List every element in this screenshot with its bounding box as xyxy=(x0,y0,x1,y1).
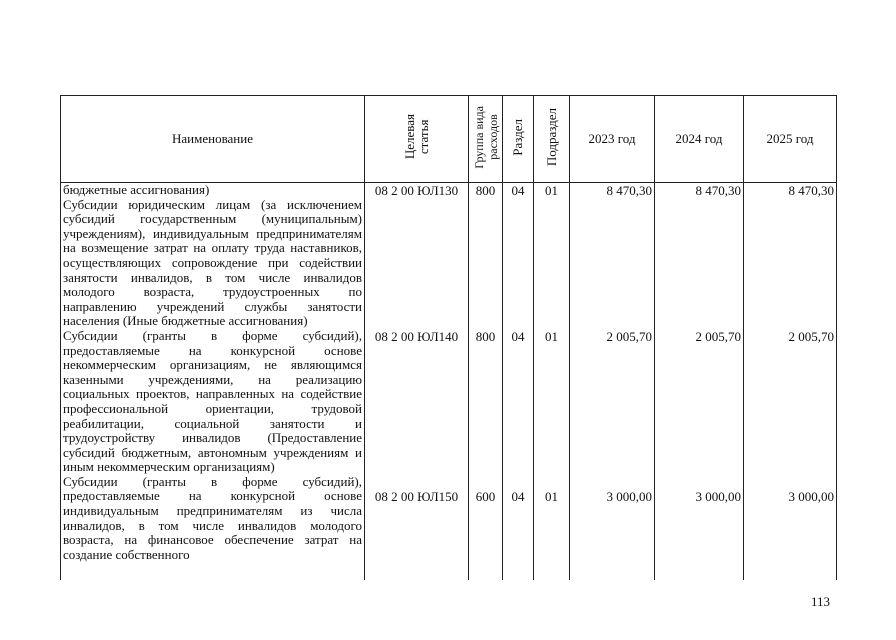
name-paragraph: Субсидии юридическим лицам (за исключением субсидий государственным (муниципальным) учреждениям), индивидуальным предпринимателям на возмещение затрат на оплату труда наставников, осуществляющих сопровождение при содействии занятости инвалидов, в том числе инвалидов молодого возраста, трудоустроенных по направлению учреждений службы занятости населения (Иные бюджетные ассигнования) xyxy=(63,196,362,329)
header-expense-group-label: Группа вида расходов xyxy=(471,105,500,169)
header-section xyxy=(503,96,534,183)
name-paragraph: Субсидии (гранты в форме субсидий), предоставляемые на конкурсной основе индивидуальным предпринимателям из числа инвалидов, в том числе инвалидов молодого возраста, на финансовое обеспечение затрат на создание собственного xyxy=(63,473,362,562)
row-3-group: 600 xyxy=(475,489,496,504)
header-year-2025: 2025 год xyxy=(744,96,837,183)
budget-table xyxy=(60,95,837,580)
row-3-year-2024: 3 000,00 xyxy=(695,489,741,504)
row-3-subsection: 01 xyxy=(545,489,558,504)
table-body-row xyxy=(61,183,837,580)
row-3-year-2025: 3 000,00 xyxy=(788,489,834,504)
row-1-year-2025: 8 470,30 xyxy=(788,183,834,198)
year-2024-column xyxy=(655,183,744,580)
row-1-target: 08 2 00 ЮЛ130 xyxy=(374,183,459,198)
header-name: Наименование xyxy=(61,96,365,183)
row-2-target: 08 2 00 ЮЛ140 xyxy=(374,329,459,344)
row-2-section: 04 xyxy=(511,329,525,344)
header-year-2024: 2024 год xyxy=(655,96,744,183)
page-number: 113 xyxy=(811,594,831,609)
row-2-group: 800 xyxy=(475,329,496,344)
year-2023-column xyxy=(570,183,655,580)
row-3-target: 08 2 00 ЮЛ150 xyxy=(374,489,459,504)
name-column xyxy=(61,183,365,580)
header-subsection xyxy=(534,96,570,183)
row-1-year-2023: 8 470,30 xyxy=(606,183,652,198)
header-subsection-label: Подраздел xyxy=(543,107,559,167)
table-header-row xyxy=(61,96,837,183)
header-expense-group xyxy=(469,96,503,183)
row-3-year-2023: 3 000,00 xyxy=(606,489,652,504)
group-column xyxy=(469,183,503,580)
row-2-year-2024: 2 005,70 xyxy=(695,329,741,344)
row-1-subsection: 01 xyxy=(545,183,558,198)
row-1-group: 800 xyxy=(475,183,496,198)
name-paragraph: бюджетные ассигнования) xyxy=(63,182,210,197)
row-2-year-2025: 2 005,70 xyxy=(788,329,834,344)
row-2-subsection: 01 xyxy=(545,329,558,344)
row-2-year-2023: 2 005,70 xyxy=(606,329,652,344)
name-paragraph: Субсидии (гранты в форме субсидий), предоставляемые на конкурсной основе некоммерческим организациям, не являющимся казенными учреждениями, на реализацию социальных проектов, направленных на содействие профессиональной ориентации, трудовой реабилитации, социальной занятости и трудоустройству инвалидов (Предоставление субсидий бюджетным, автономным учреждениям и иным некоммерческим организациям) xyxy=(63,327,362,475)
header-section-label: Раздел xyxy=(510,118,525,156)
section-column xyxy=(503,183,534,580)
subsection-column xyxy=(534,183,570,580)
header-target-label: Целевая статья xyxy=(401,114,431,160)
header-year-2023: 2023 год xyxy=(570,96,655,183)
header-target xyxy=(365,96,469,183)
row-1-section: 04 xyxy=(511,183,525,198)
row-3-section: 04 xyxy=(511,489,525,504)
row-1-year-2024: 8 470,30 xyxy=(695,183,741,198)
target-column xyxy=(365,183,469,580)
year-2025-column xyxy=(744,183,837,580)
